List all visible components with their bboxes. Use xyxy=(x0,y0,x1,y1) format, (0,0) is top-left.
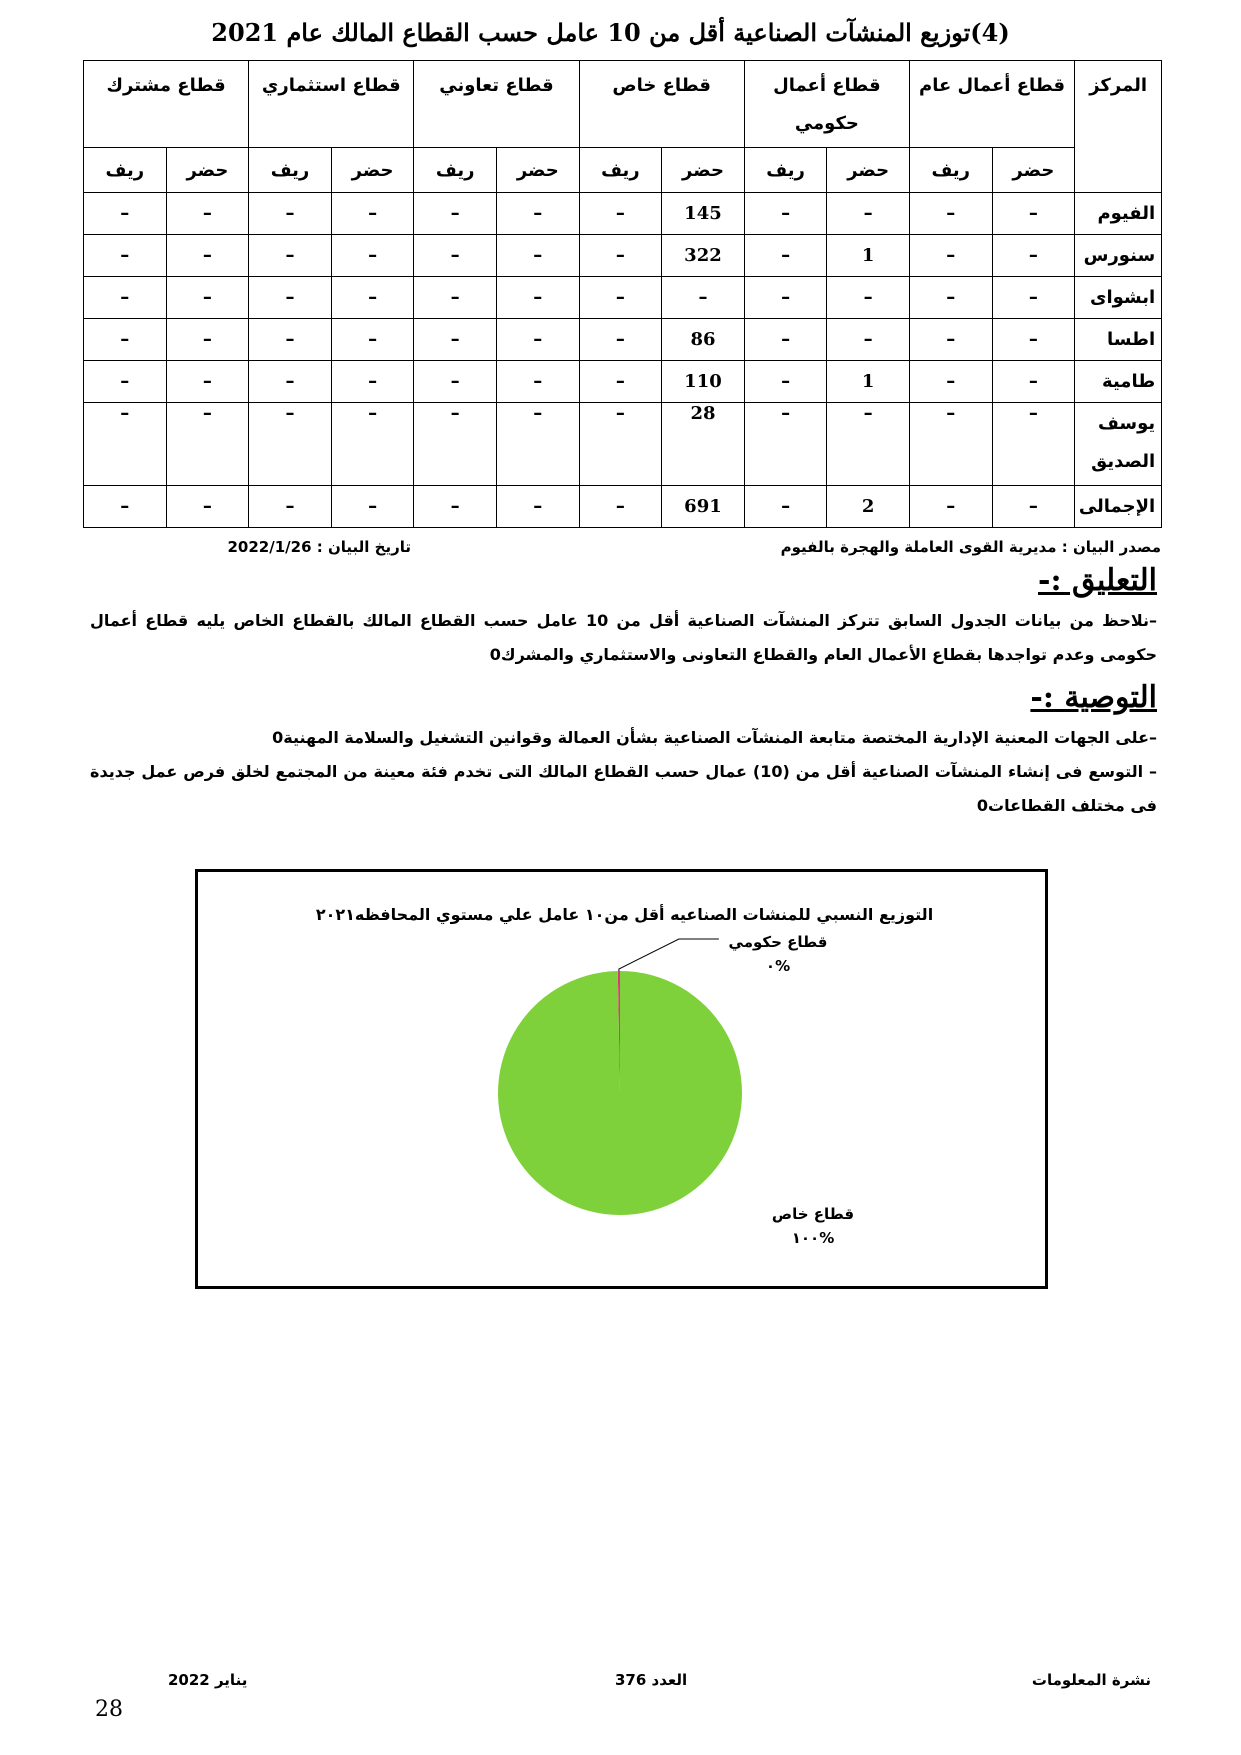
urban-header: حضر xyxy=(992,148,1075,193)
pie-chart xyxy=(195,869,1048,1289)
value-cell: – xyxy=(249,361,332,403)
table-row xyxy=(84,361,1162,403)
value-cell: – xyxy=(744,277,827,319)
value-cell: – xyxy=(744,193,827,235)
table-row xyxy=(84,403,1162,486)
value-cell: – xyxy=(331,235,414,277)
value-cell: 110 xyxy=(662,361,745,403)
value-cell: – xyxy=(414,361,497,403)
table-row xyxy=(84,277,1162,319)
value-cell: – xyxy=(166,277,249,319)
comment-text: –نلاحظ من بيانات الجدول السابق تتركز المنشآت الصناعية أقل من 10 عامل حسب القطاع المالك بالقطاع الخاص يليه قطاع أعمال حكومى وعدم تواجدها بقطاع الأعمال العام والقطاع التعاونى والاستثماري والمشرك0 xyxy=(90,611,1158,664)
recommendation-1: –على الجهات المعنية الإدارية المختصة متابعة المنشآت الصناعية بشأن العمالة وقوانين التشغيل والسلامة المهنية0 xyxy=(272,728,1157,747)
value-cell: – xyxy=(744,403,827,486)
value-cell: – xyxy=(249,403,332,486)
pie-slice-private xyxy=(498,971,742,1215)
value-cell: – xyxy=(496,235,579,277)
rural-header: ريف xyxy=(414,148,497,193)
center-header: المركز xyxy=(1075,61,1162,193)
table-row xyxy=(84,235,1162,277)
urban-header: حضر xyxy=(662,148,745,193)
value-cell: – xyxy=(827,193,910,235)
value-cell: – xyxy=(84,403,167,486)
sector-header: قطاع مشترك xyxy=(84,61,249,148)
value-cell: – xyxy=(249,277,332,319)
value-cell: – xyxy=(166,361,249,403)
center-name-cell: ابشواى xyxy=(1075,277,1162,319)
value-cell: – xyxy=(992,403,1075,486)
center-name-cell: يوسف الصديق xyxy=(1075,403,1162,486)
center-name-cell: اطسا xyxy=(1075,319,1162,361)
value-cell: 1 xyxy=(827,361,910,403)
chart-title: التوزيع النسبي للمنشات الصناعيه أقل من١٠ عامل علي مستوي المحافظه٢٠٢١ xyxy=(315,905,934,924)
value-cell: – xyxy=(909,235,992,277)
value-cell: – xyxy=(166,403,249,486)
value-cell: – xyxy=(84,277,167,319)
value-cell: – xyxy=(909,193,992,235)
slice-label-private: قطاع خاص %١٠٠ xyxy=(771,1205,855,1247)
table-row xyxy=(84,193,1162,235)
value-cell: – xyxy=(166,486,249,528)
urban-header: حضر xyxy=(496,148,579,193)
rural-header: ريف xyxy=(744,148,827,193)
value-cell: – xyxy=(909,361,992,403)
rural-header: ريف xyxy=(579,148,662,193)
table-row xyxy=(84,486,1162,528)
value-cell: – xyxy=(331,361,414,403)
footer-publication: نشرة المعلومات xyxy=(1031,1671,1151,1689)
value-cell: – xyxy=(331,277,414,319)
sector-header: قطاع أعمال حكومي xyxy=(744,61,909,148)
value-cell: – xyxy=(992,486,1075,528)
value-cell: – xyxy=(662,277,745,319)
sector-header: قطاع تعاوني xyxy=(414,61,579,148)
value-cell: – xyxy=(579,319,662,361)
urban-header: حضر xyxy=(331,148,414,193)
value-cell: – xyxy=(579,403,662,486)
value-cell: – xyxy=(909,277,992,319)
value-cell: – xyxy=(909,403,992,486)
rural-header: ريف xyxy=(84,148,167,193)
value-cell: – xyxy=(744,319,827,361)
value-cell: – xyxy=(166,193,249,235)
value-cell: 2 xyxy=(827,486,910,528)
value-cell: – xyxy=(579,486,662,528)
table-subheader-row xyxy=(84,148,1162,193)
value-cell: – xyxy=(249,486,332,528)
value-cell: – xyxy=(579,277,662,319)
value-cell: – xyxy=(992,277,1075,319)
value-cell: – xyxy=(84,235,167,277)
slice-label-government: قطاع حكومي %٠ xyxy=(728,933,828,975)
value-cell: 86 xyxy=(662,319,745,361)
value-cell: – xyxy=(414,403,497,486)
page-number: 28 xyxy=(95,1697,123,1722)
value-cell: – xyxy=(909,486,992,528)
value-cell: – xyxy=(496,361,579,403)
value-cell: – xyxy=(744,361,827,403)
value-cell: – xyxy=(414,193,497,235)
sector-header: قطاع أعمال عام xyxy=(909,61,1074,148)
value-cell: – xyxy=(84,193,167,235)
sector-header: قطاع استثماري xyxy=(249,61,414,148)
value-cell: – xyxy=(496,486,579,528)
value-cell: – xyxy=(166,235,249,277)
leader-line xyxy=(619,939,719,971)
recommendation-2: – التوسع فى إنشاء المنشآت الصناعية أقل من (10) عمال حسب القطاع المالك التى تخدم فئة معينة من المجتمع لخلق فرص عمل جديدة فى مختلف القطاعات0 xyxy=(90,762,1158,815)
value-cell: – xyxy=(909,319,992,361)
value-cell: – xyxy=(414,319,497,361)
value-cell: 1 xyxy=(827,235,910,277)
value-cell: – xyxy=(744,235,827,277)
data-source: مصدر البيان : مديرية القوى العاملة والهجرة بالفيوم xyxy=(780,538,1161,556)
footer-date: يناير 2022 xyxy=(168,1671,248,1689)
pie-chart-svg xyxy=(198,872,1051,1292)
data-date: تاريخ البيان : 2022/1/26 xyxy=(227,538,411,556)
value-cell: – xyxy=(84,486,167,528)
value-cell: – xyxy=(414,235,497,277)
value-cell: – xyxy=(331,193,414,235)
value-cell: – xyxy=(496,193,579,235)
recommendation-heading: التوصية :- xyxy=(1030,680,1157,715)
value-cell: – xyxy=(84,361,167,403)
value-cell: – xyxy=(827,403,910,486)
value-cell: – xyxy=(579,235,662,277)
value-cell: – xyxy=(496,319,579,361)
center-name-cell: طامية xyxy=(1075,361,1162,403)
rural-header: ريف xyxy=(249,148,332,193)
value-cell: – xyxy=(331,486,414,528)
value-cell: – xyxy=(249,193,332,235)
page-title: (4)توزيع المنشآت الصناعية أقل من 10 عامل حسب القطاع المالك عام 2021 xyxy=(211,18,1010,47)
value-cell: – xyxy=(579,361,662,403)
rural-header: ريف xyxy=(909,148,992,193)
sector-header: قطاع خاص xyxy=(579,61,744,148)
value-cell: – xyxy=(992,193,1075,235)
value-cell: – xyxy=(331,319,414,361)
value-cell: – xyxy=(579,193,662,235)
value-cell: – xyxy=(827,277,910,319)
center-name-cell: سنورس xyxy=(1075,235,1162,277)
value-cell: – xyxy=(249,235,332,277)
value-cell: – xyxy=(331,403,414,486)
footer-issue: العدد 376 xyxy=(615,1671,688,1689)
value-cell: – xyxy=(992,361,1075,403)
value-cell: 145 xyxy=(662,193,745,235)
value-cell: – xyxy=(166,319,249,361)
value-cell: – xyxy=(992,235,1075,277)
value-cell: – xyxy=(84,319,167,361)
value-cell: – xyxy=(249,319,332,361)
center-name-cell: الإجمالى xyxy=(1075,486,1162,528)
value-cell: – xyxy=(496,277,579,319)
comment-heading: التعليق :- xyxy=(1038,563,1157,598)
value-cell: 322 xyxy=(662,235,745,277)
value-cell: – xyxy=(744,486,827,528)
value-cell: 28 xyxy=(662,403,745,486)
value-cell: – xyxy=(496,403,579,486)
urban-header: حضر xyxy=(827,148,910,193)
center-name-cell: الفيوم xyxy=(1075,193,1162,235)
value-cell: – xyxy=(414,486,497,528)
value-cell: 691 xyxy=(662,486,745,528)
urban-header: حضر xyxy=(166,148,249,193)
value-cell: – xyxy=(992,319,1075,361)
industrial-establishments-table xyxy=(83,60,1162,528)
table-header-row xyxy=(84,61,1162,148)
table-row xyxy=(84,319,1162,361)
value-cell: – xyxy=(827,319,910,361)
value-cell: – xyxy=(414,277,497,319)
